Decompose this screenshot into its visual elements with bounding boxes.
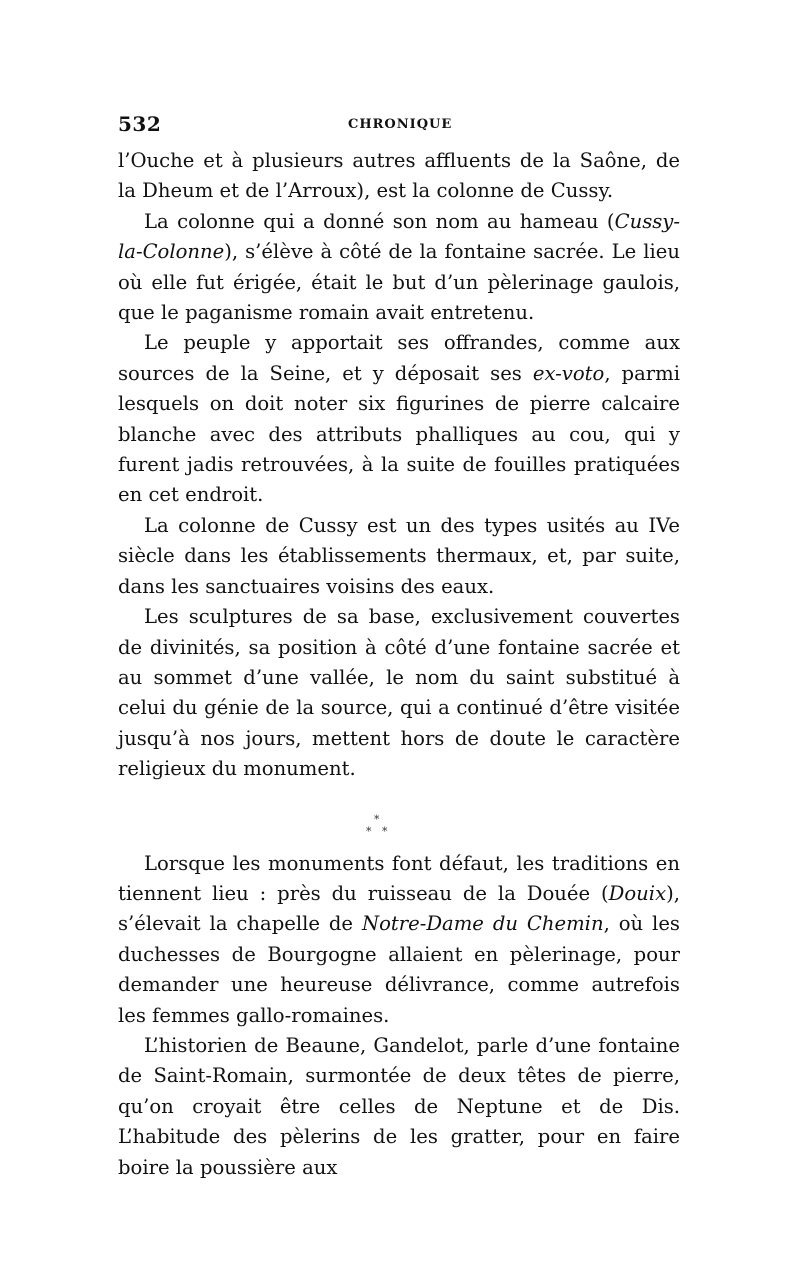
paragraph-4 [118, 511, 680, 602]
paragraph-5-text: Les sculptures de sa base, exclusivement couvertes de divinités, sa position à côté d’une fontaine sacrée et au sommet d’une vallée, le nom du saint substitué à celui du génie de la source, qui a continué d’être visitée jusqu’à nos jours, mettent hors de doute le caractère religieux du monument. [118, 605, 680, 781]
paragraph-6-text-a: Lorsque les monuments font défaut, les traditions en tiennent lieu : près du ruisseau de la Douée ( [118, 851, 680, 905]
paragraph-2-text-a: La colonne qui a donné son nom au hameau ( [144, 209, 615, 233]
paragraph-2-italic-place: Cussy-la-Colonne [118, 209, 680, 264]
paragraph-3-italic-term: ex-voto [532, 361, 605, 385]
paragraph-6 [118, 849, 680, 1031]
page-number: 532 [118, 112, 162, 136]
paragraph-1 [118, 146, 680, 207]
paragraph-6-text-b: ), s’élevait la chapelle de [118, 881, 680, 936]
paragraph-7 [118, 1031, 680, 1183]
ornament-asterisk-right: * [382, 824, 388, 838]
paragraph-2-text-b: ), s’élève à côté de la fontaine sacrée. Le lieu où elle fut érigée, était le but d’un pèlerinage gaulois, que le paganisme romain avait entretenu. [118, 240, 680, 325]
paragraph-2 [118, 207, 680, 329]
page-header [118, 112, 680, 146]
paragraph-6-italic-chapel: Notre-Dame du Chemin [361, 912, 604, 936]
paragraph-4-text-a: La colonne de Cussy est un des types usités au [144, 513, 649, 537]
paragraph-7-text: L’historien de Beaune, Gandelot, parle d’une fontaine de Saint-Romain, surmontée de deux têtes de pierre, qu’on croyait être celles de Neptune et de Dis. L’habitude des pèlerins de les gratter, pour en faire boire la poussière aux [118, 1033, 680, 1179]
section-ornament [118, 785, 680, 849]
paragraph-1-text: l’Ouche et à plusieurs autres affluents de la Saône, de la Dheum et de l’Arroux), est la colonne de Cussy. [118, 149, 680, 203]
paragraph-4-text-b: siècle dans les établissements thermaux, et, par suite, dans les sanctuaires voisins des eaux. [118, 544, 680, 598]
paragraph-5 [118, 602, 680, 784]
ornament-asterisk-top: * [374, 812, 380, 826]
paragraph-3-text-b: , parmi lesquels on doit noter six figurines de pierre calcaire blanche avec des attributs phalliques au cou, qui y furent jadis retrouvées, à la suite de fouilles pratiquées en cet endroit. [118, 361, 680, 507]
paragraph-4-century: IVe [648, 513, 680, 537]
book-page [118, 112, 680, 1183]
paragraph-3 [118, 328, 680, 510]
ornament-asterisk-left: * [366, 824, 372, 838]
paragraph-6-text-c: , où les duchesses de Bourgogne allaient en pèlerinage, pour demander une heureuse délivrance, comme autrefois les femmes gallo-romaines. [118, 912, 680, 1027]
paragraph-6-italic-river: Douix [608, 881, 667, 905]
paragraph-3-text-a: Le peuple y apportait ses offrandes, comme aux sources de la Seine, et y déposait ses [118, 331, 680, 385]
running-head: CHRONIQUE [348, 117, 453, 132]
